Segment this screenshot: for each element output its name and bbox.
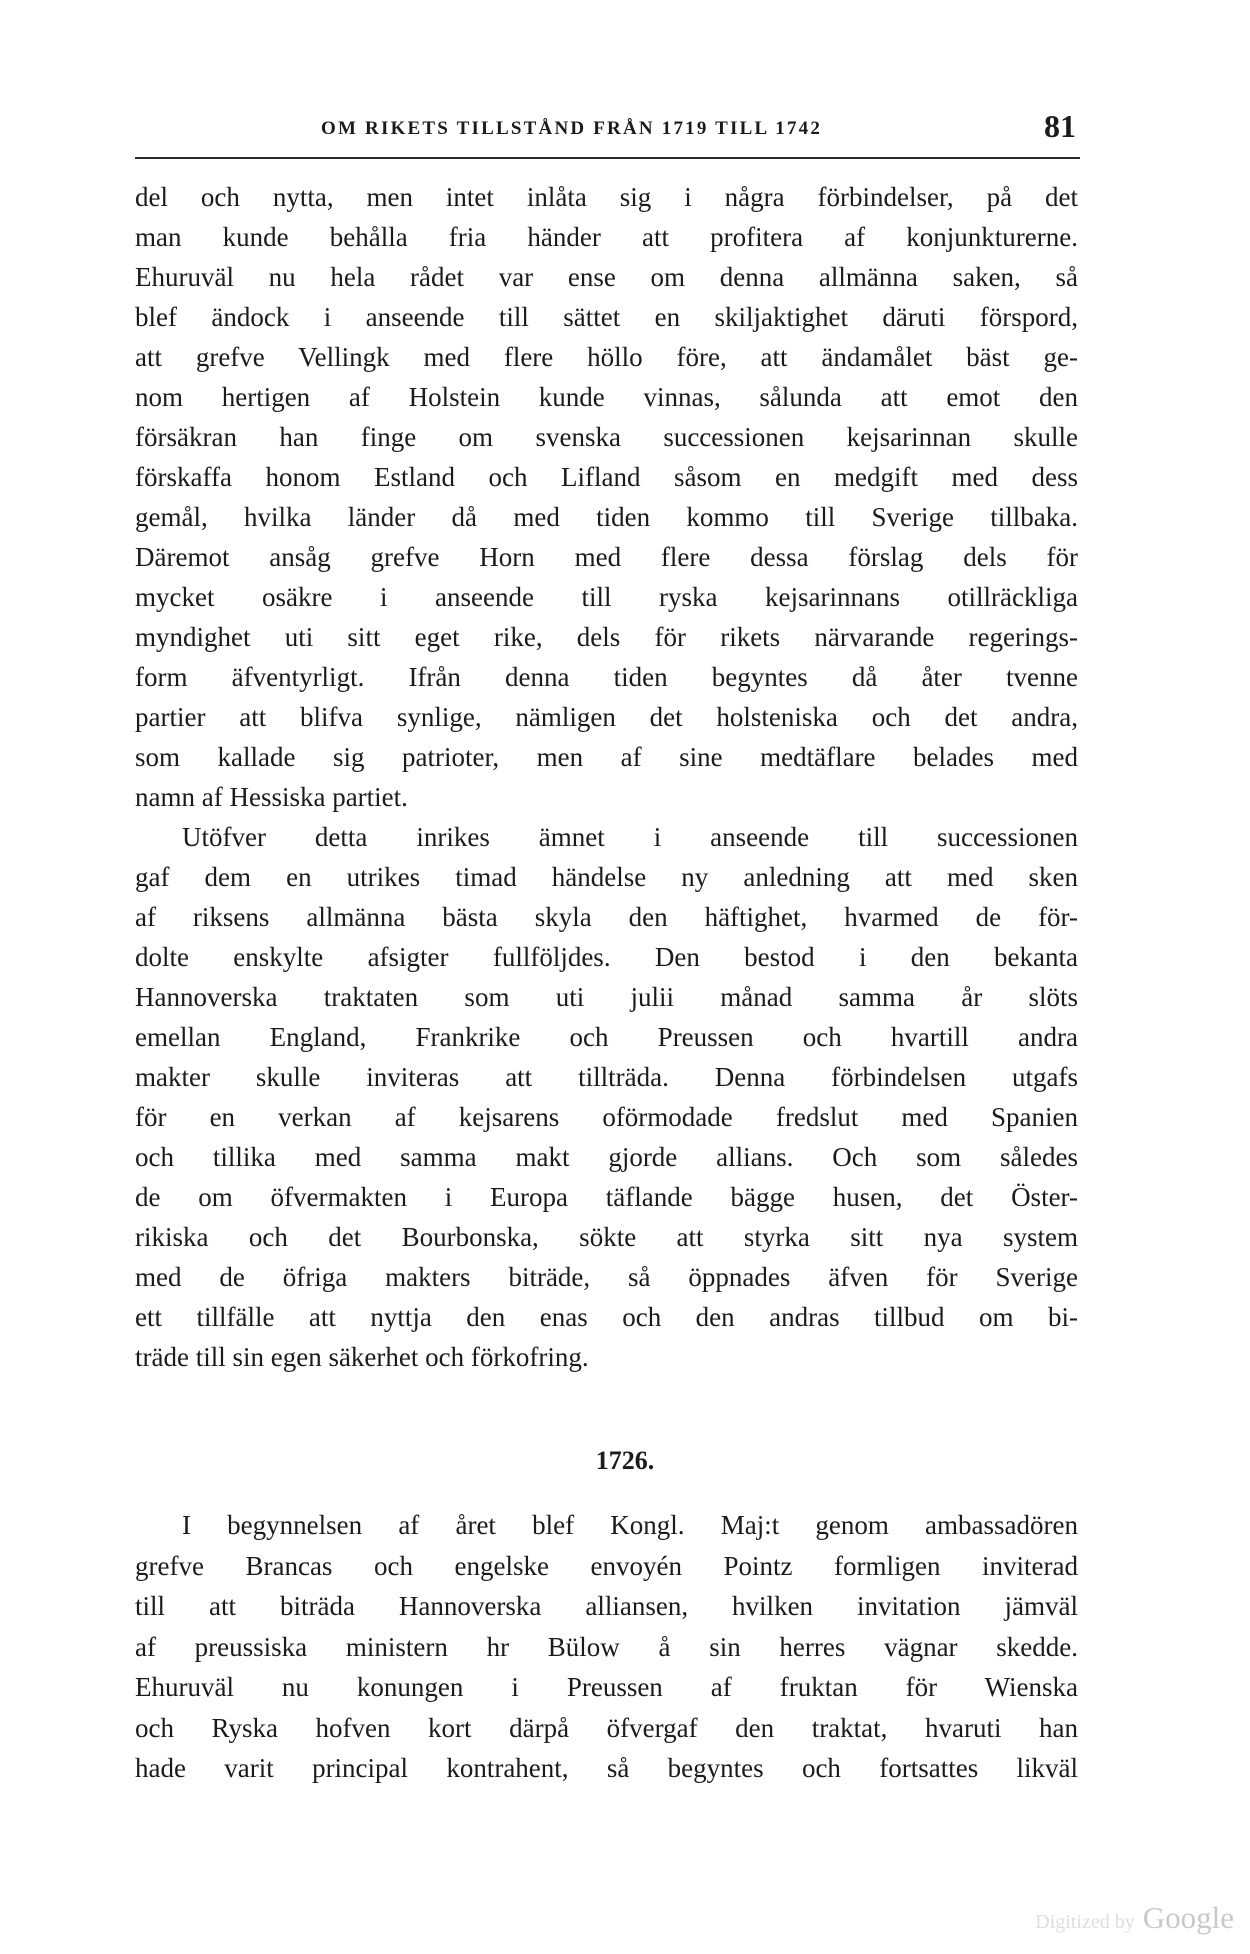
text-line: Ehuruväl nu konungen i Preussen af fruktan för Wienska	[135, 1672, 1078, 1702]
text-line: Däremot ansåg grefve Horn med flere dessa förslag dels för	[135, 542, 1078, 572]
paragraph-2	[135, 817, 1078, 1377]
text-line: gaf dem en utrikes timad händelse ny anledning att med sken	[135, 862, 1078, 892]
text-line: emellan England, Frankrike och Preussen och hvartill andra	[135, 1022, 1078, 1052]
text-line: partier att blifva synlige, nämligen det holsteniska och det andra,	[135, 702, 1078, 732]
text-line: man kunde behålla fria händer att profitera af konjunkturerne.	[135, 222, 1078, 252]
text-line: med de öfriga makters biträde, så öppnades äfven för Sverige	[135, 1262, 1078, 1292]
text-line: af riksens allmänna bästa skyla den häftighet, hvarmed de för-	[135, 902, 1078, 932]
text-line: form äfventyrligt. Ifrån denna tiden begyntes då åter tvenne	[135, 662, 1078, 692]
text-line: namn af Hessiska partiet.	[135, 782, 408, 812]
text-line: grefve Brancas och engelske envoyén Pointz formligen inviterad	[135, 1550, 1078, 1581]
running-head-title: OM RIKETS TILLSTÅND FRÅN 1719 TILL 1742	[321, 118, 823, 139]
text-line: myndighet uti sitt eget rike, dels för rikets närvarande regerings-	[135, 622, 1078, 652]
text-line: träde till sin egen säkerhet och förkofring.	[135, 1342, 589, 1372]
text-line: Hannoverska traktaten som uti julii månad samma år slöts	[135, 982, 1078, 1012]
text-line: I begynnelsen af året blef Kongl. Maj:t genom ambassadören	[182, 1510, 1078, 1540]
text-line: mycket osäkre i anseende till ryska kejsarinnans otillräckliga	[135, 582, 1078, 612]
header-rule	[135, 157, 1080, 159]
text-line: Ehuruväl nu hela rådet var ense om denna allmänna saken, så	[135, 262, 1078, 292]
text-line: för en verkan af kejsarens oförmodade fredslut med Spanien	[135, 1102, 1078, 1132]
text-line: nom hertigen af Holstein kunde vinnas, sålunda att emot den	[135, 382, 1078, 412]
text-line: de om öfvermakten i Europa täflande bägge husen, det Öster-	[135, 1182, 1078, 1212]
text-line: och Ryska hofven kort därpå öfvergaf den traktat, hvaruti han	[135, 1712, 1078, 1743]
text-line: makter skulle inviteras att tillträda. Denna förbindelsen utgafs	[135, 1062, 1078, 1092]
text-line: blef ändock i anseende till sättet en skiljaktighet däruti förspord,	[135, 302, 1078, 332]
text-line: och tillika med samma makt gjorde allians. Och som således	[135, 1142, 1078, 1172]
section-body	[135, 1505, 1078, 1789]
text-line: försäkran han finge om svenska successionen kejsarinnan skulle	[135, 422, 1078, 452]
page-number: 81	[1044, 108, 1076, 144]
text-line: af preussiska ministern hr Bülow å sin herres vägnar skedde.	[135, 1631, 1078, 1662]
text-line: till att biträda Hannoverska alliansen, hvilken invitation jämväl	[135, 1591, 1078, 1621]
text-line: gemål, hvilka länder då med tiden kommo till Sverige tillbaka.	[135, 502, 1078, 532]
watermark-prefix: Digitized by	[1035, 1911, 1135, 1933]
digitized-watermark	[1035, 1900, 1234, 1936]
text-line: som kallade sig patrioter, men af sine medtäflare belades med	[135, 742, 1078, 772]
text-line: ett tillfälle att nyttja den enas och den andras tillbud om bi-	[135, 1302, 1078, 1332]
text-line: del och nytta, men intet inlåta sig i några förbindelser, på det	[135, 182, 1078, 212]
watermark-brand: Google	[1142, 1900, 1234, 1935]
running-header	[135, 108, 1080, 152]
body-text	[135, 177, 1078, 1377]
paragraph-1	[135, 177, 1078, 817]
section-heading-year: 1726.	[595, 1446, 655, 1475]
text-line: Utöfver detta inrikes ämnet i anseende till successionen	[182, 822, 1078, 852]
text-line: dolte enskylte afsigter fullföljdes. Den bestod i den bekanta	[135, 942, 1078, 972]
text-line: hade varit principal kontrahent, så begyntes och fortsattes likväl	[135, 1753, 1078, 1783]
text-line: att grefve Vellingk med flere höllo före, att ändamålet bäst ge-	[135, 342, 1078, 372]
text-line: förskaffa honom Estland och Lifland såsom en medgift med dess	[135, 462, 1078, 492]
text-line: rikiska och det Bourbonska, sökte att styrka sitt nya system	[135, 1222, 1078, 1252]
